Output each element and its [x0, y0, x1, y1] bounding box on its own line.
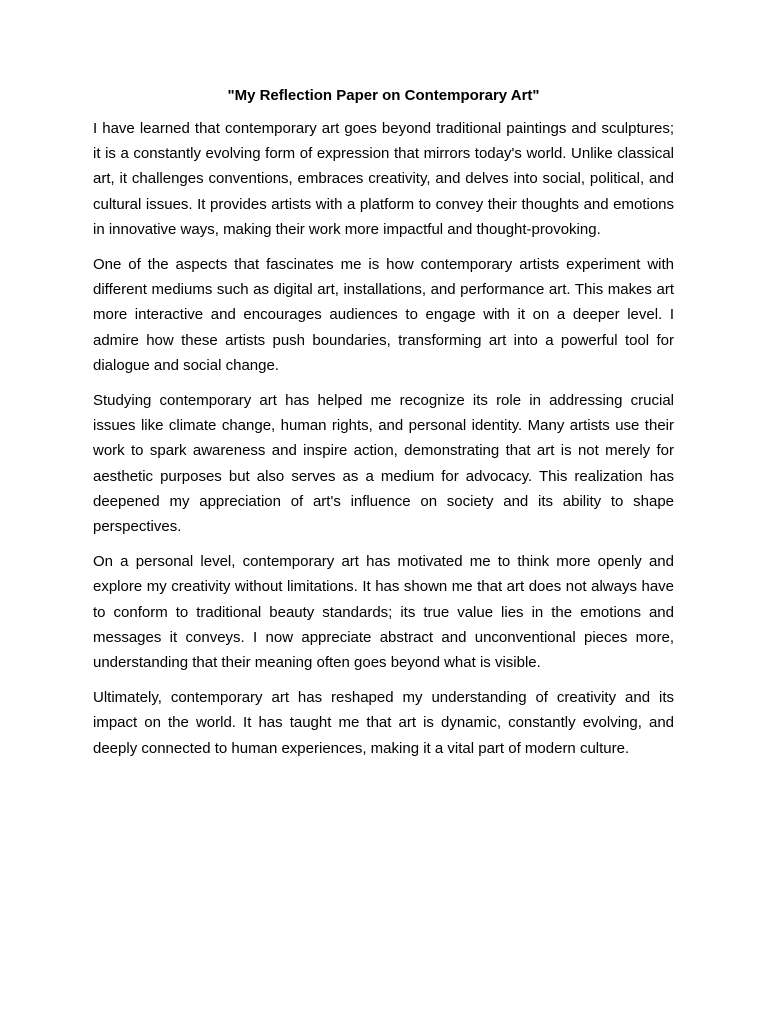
paragraph-5: Ultimately, contemporary art has reshaped my understanding of creativity and its impact on the world. It has taught me that art is dynamic, constantly evolving, and deeply connected to human experiences, making it a vital part of modern culture.: [93, 689, 674, 757]
paragraph-1: I have learned that contemporary art goes beyond traditional paintings and sculptures; it is a constantly evolving form of expression that mirrors today's world. Unlike classical art, it challenges conventions, embraces creativity, and delves into social, political, and cultural issues. It provides artists with a platform to convey their thoughts and emotions in innovative ways, making their work more impactful and thought-provoking.: [93, 120, 674, 238]
document-body: [93, 86, 674, 771]
paragraph-3: Studying contemporary art has helped me recognize its role in addressing crucial issues like climate change, human rights, and personal identity. Many artists use their work to spark awareness and inspire action, demonstrating that art is not merely for aesthetic purposes but also serves as a medium for advocacy. This realization has deepened my appreciation of art's influence on society and its ability to shape perspectives.: [93, 392, 674, 536]
paragraph-2: One of the aspects that fascinates me is how contemporary artists experiment with different mediums such as digital art, installations, and performance art. This makes art more interactive and encourages audiences to engage with it on a deeper level. I admire how these artists push boundaries, transforming art into a powerful tool for dialogue and social change.: [93, 256, 674, 374]
paragraph-4: On a personal level, contemporary art has motivated me to think more openly and explore my creativity without limitations. It has shown me that art does not always have to conform to traditional beauty standards; its true value lies in the emotions and messages it conveys. I now appreciate abstract and unconventional pieces more, understanding that their meaning often goes beyond what is visible.: [93, 553, 674, 672]
document-title: "My Reflection Paper on Contemporary Art": [227, 87, 540, 104]
